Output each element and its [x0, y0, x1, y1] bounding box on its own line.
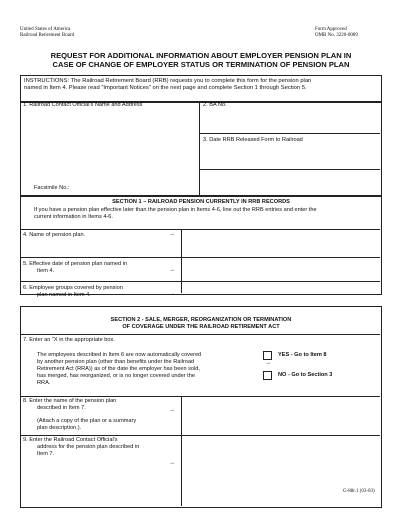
divider: [199, 169, 380, 170]
item9-line: 9. Enter the Railroad Contact Official's: [23, 437, 118, 443]
item1-field[interactable]: [23, 111, 195, 183]
divider: [181, 229, 182, 293]
section1-text-2: current information in Items 4-6.: [34, 214, 113, 220]
item7-label: 7. Enter an "X in the appropriate box.: [23, 337, 115, 343]
instructions-line-2: named in Item 4. Please read "Important Notices" on the next page and complete Section 1 through Section 5.: [24, 85, 307, 91]
item8-text: [23, 398, 136, 432]
divider: [20, 435, 380, 436]
item9-text: [23, 437, 139, 458]
arrow-icon: →: [169, 460, 175, 466]
instructions-box: [20, 75, 382, 103]
divider: [20, 229, 380, 230]
facsimile-label: Facsimile No.:: [34, 185, 70, 191]
item5-label-2: Item 4.: [37, 268, 55, 274]
item8-line: (Attach a copy of the plan or a summary: [37, 418, 137, 424]
yes-checkbox[interactable]: [263, 351, 272, 360]
title-line-2: CASE OF CHANGE OF EMPLOYER STATUS OR TERMINATION OF PENSION PLAN: [52, 60, 350, 69]
arrow-icon: →: [169, 407, 175, 413]
section2-title-1: SECTION 2 - SALE, MERGER, REORGANIZATION OR TERMINATION: [110, 317, 292, 323]
form-number: G-88r.1 (03-03): [343, 489, 375, 494]
arrow-icon: →: [169, 267, 175, 273]
form-approved: Form Approved: [315, 27, 347, 32]
agency-name: [20, 27, 74, 39]
item9-line: Item 7.: [37, 451, 55, 457]
item7-line: The employees described in Item 6 are now automatically covered: [37, 352, 202, 358]
item6-label-1: 6. Employee groups covered by pension: [23, 285, 123, 291]
item7-line: by another pension plan (other than benefits under the Railroad: [37, 359, 195, 365]
arrow-icon: →: [169, 291, 175, 297]
omb-number: OMB No. 3220-0089: [315, 33, 358, 38]
item8-field[interactable]: [183, 398, 378, 434]
form-page: [20, 27, 382, 466]
agency-line-2: Railroad Retirement Board: [20, 33, 75, 38]
agency-line-1: United States of America: [20, 27, 71, 32]
divider: [199, 101, 200, 196]
divider: [20, 334, 380, 335]
item8-line: 8. Enter the name of the pension plan: [23, 398, 117, 404]
instructions-line-1: INSTRUCTIONS: The Railroad Retirement Board (RRB) requests you to complete this form for the pension plan: [24, 78, 312, 84]
item5-label-1: 5. Effective date of pension plan named in: [23, 261, 128, 267]
item6-label-2: plan named in Item 4.: [37, 292, 91, 298]
divider: [20, 396, 380, 397]
section2-title-2: OF COVERAGE UNDER THE RAILROAD RETIREMENT ACT: [122, 324, 280, 330]
title-line-1: REQUEST FOR ADDITIONAL INFORMATION ABOUT EMPLOYER PENSION PLAN IN: [50, 51, 352, 60]
item7-text: [37, 352, 201, 387]
item7-line: Retirement Act (RRA)) as of the date the employer has been sold,: [37, 366, 200, 372]
item2-label: 2. BA No.: [203, 102, 227, 108]
item3-label: 3. Date RRB Released Form to Railroad: [203, 137, 303, 143]
item4-label: 4. Name of pension plan.: [23, 232, 86, 238]
arrow-icon: →: [169, 231, 175, 237]
section1-text-1: If you have a pension plan effective later than the pension plan in Items 4-6, line out the RRB entries and enter the: [34, 207, 317, 213]
divider: [199, 133, 380, 134]
item9-line: address for the pension plan described in: [37, 444, 140, 450]
divider: [20, 281, 380, 282]
item8-line: plan description.).: [37, 425, 82, 431]
section1-title: SECTION 1 – RAILROAD PENSION CURRENTLY IN RRB RECORDS: [112, 199, 290, 205]
item7-line: RRA.: [37, 380, 51, 386]
yes-label: YES - Go to Item 8: [278, 352, 327, 358]
no-label: NO - Go to Section 3: [278, 372, 333, 378]
form-title: [20, 51, 382, 69]
form-header: [20, 27, 382, 45]
item1-label: 1. Railroad Contact Official's Name and Address: [23, 102, 143, 108]
divider: [20, 257, 380, 258]
no-checkbox[interactable]: [263, 371, 272, 380]
arrow-icon: →: [265, 360, 271, 366]
omb-info: [315, 27, 358, 39]
item7-line: has merged, has reorganized, or is no longer covered under the: [37, 373, 195, 379]
item8-line: described in Item 7.: [37, 405, 86, 411]
divider: [181, 396, 182, 506]
